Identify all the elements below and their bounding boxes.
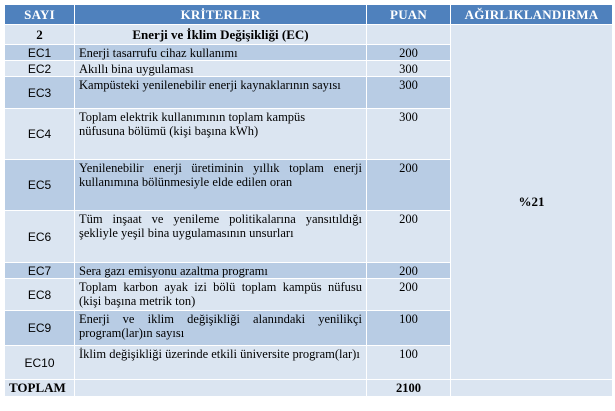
row-criterion: Tüm inşaat ve yenileme politikalarına yansıtıldığı şekliyle yeşil bina uygulamasının unsurları [75, 211, 367, 263]
row-criterion: İklim değişikliği üzerinde etkili üniversite program(lar)ı [75, 346, 367, 380]
header-row [5, 5, 613, 25]
row-points: 200 [367, 263, 451, 279]
row-points: 200 [367, 279, 451, 311]
row-code: EC6 [5, 211, 75, 263]
section-title: Enerji ve İklim Değişikliği (EC) [75, 25, 367, 45]
row-code: EC1 [5, 45, 75, 61]
row-code: EC5 [5, 160, 75, 211]
row-criterion: Sera gazı emisyonu azaltma programı [75, 263, 367, 279]
row-code: EC7 [5, 263, 75, 279]
row-criterion: Kampüsteki yenilenebilir enerji kaynaklarının sayısı [75, 77, 367, 109]
header-puan: PUAN [367, 5, 451, 25]
row-points: 300 [367, 77, 451, 109]
row-criterion: Toplam karbon ayak izi bölü toplam kampüs nüfusu (kişi başına metrik ton) [75, 279, 367, 311]
row-points: 200 [367, 45, 451, 61]
row-criterion: Toplam elektrik kullanımının toplam kampüs nüfusuna bölümü (kişi başına kWh) [75, 109, 367, 160]
row-criterion: Akıllı bina uygulaması [75, 61, 367, 77]
total-row [5, 380, 613, 397]
row-code: EC9 [5, 311, 75, 346]
weight-value: %21 [451, 25, 613, 380]
header-sayi: SAYI [5, 5, 75, 25]
row-criterion: Enerji ve iklim değişikliği alanındaki yenilikçi program(lar)ın sayısı [75, 311, 367, 346]
row-code: EC2 [5, 61, 75, 77]
header-kriterler: KRİTERLER [75, 5, 367, 25]
row-criterion: Enerji tasarrufu cihaz kullanımı [75, 45, 367, 61]
row-code: EC3 [5, 77, 75, 109]
row-code: EC8 [5, 279, 75, 311]
row-points: 100 [367, 311, 451, 346]
row-code: EC10 [5, 346, 75, 380]
criteria-table [4, 4, 613, 397]
header-agirlik: AĞIRLIKLANDIRMA [451, 5, 613, 25]
section-points-empty [367, 25, 451, 45]
section-number: 2 [5, 25, 75, 45]
total-criterion-empty [75, 380, 367, 397]
total-weight-empty [451, 380, 613, 397]
row-points: 100 [367, 346, 451, 380]
row-points: 300 [367, 109, 451, 160]
row-points: 200 [367, 160, 451, 211]
row-points: 200 [367, 211, 451, 263]
row-points: 300 [367, 61, 451, 77]
total-label: TOPLAM [5, 380, 75, 397]
row-code: EC4 [5, 109, 75, 160]
section-row [5, 25, 613, 45]
total-points: 2100 [367, 380, 451, 397]
row-criterion: Yenilenebilir enerji üretiminin yıllık toplam enerji kullanımına bölünmesiyle elde edilen oran [75, 160, 367, 211]
